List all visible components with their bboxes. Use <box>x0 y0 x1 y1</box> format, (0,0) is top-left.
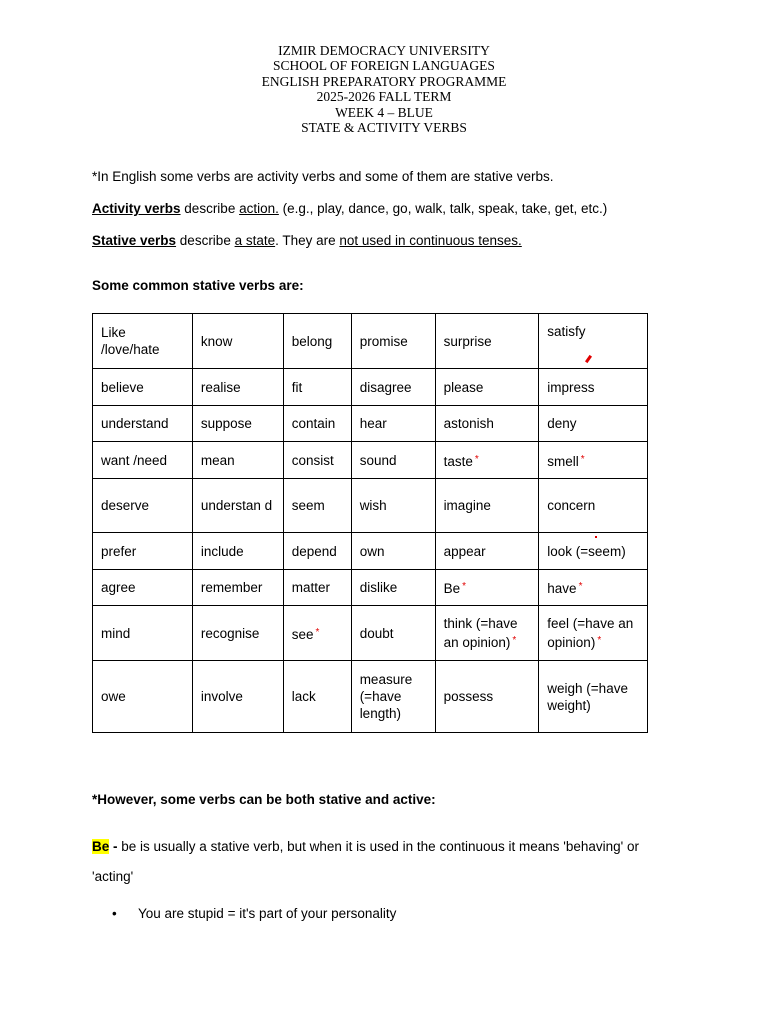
table-cell: concern <box>539 479 648 533</box>
table-cell: disagree <box>351 369 435 406</box>
table-row <box>93 479 648 533</box>
table-cell: imagine <box>435 479 539 533</box>
table-cell <box>283 606 351 661</box>
table-cell-text: think (=have an opinion) <box>443 616 518 650</box>
table-row <box>93 661 648 733</box>
table-row <box>93 314 648 369</box>
activity-verbs-examples: (e.g., play, dance, go, walk, talk, speak, take, get, etc.) <box>278 201 608 216</box>
be-dash: - <box>109 839 122 854</box>
table-cell-text: satisfy <box>547 324 586 339</box>
table-cell: appear <box>435 533 539 570</box>
table-cell: please <box>435 369 539 406</box>
table-cell <box>539 533 648 570</box>
table-cell: hear <box>351 406 435 442</box>
activity-verbs-action: action. <box>239 201 279 216</box>
table-cell: involve <box>192 661 283 733</box>
be-paragraph-line1 <box>92 838 639 856</box>
table-cell-text: look (=seem) <box>547 543 626 559</box>
table-row <box>93 570 648 606</box>
red-asterisk: * <box>578 581 583 592</box>
be-explanation: be is usually a stative verb, but when it is used in the continuous it means 'behaving' or <box>121 839 639 854</box>
table-cell: promise <box>351 314 435 369</box>
stative-verbs-they-are: . They are <box>275 233 340 248</box>
table-cell: believe <box>93 369 193 406</box>
bullet-icon: • <box>112 906 117 921</box>
table-cell: impress <box>539 369 648 406</box>
table-cell: mean <box>192 442 283 479</box>
table-cell: lack <box>283 661 351 733</box>
however-heading: *However, some verbs can be both stative and active: <box>92 792 436 807</box>
header-programme: ENGLISH PREPARATORY PROGRAMME <box>261 73 507 89</box>
table-cell: dislike <box>351 570 435 606</box>
table-cell: understan d <box>192 479 283 533</box>
table-cell: matter <box>283 570 351 606</box>
table-row <box>93 369 648 406</box>
table-cell <box>435 570 539 606</box>
red-asterisk: * <box>315 626 320 638</box>
table-cell: seem <box>283 479 351 533</box>
intro-paragraph: *In English some verbs are activity verbs and some of them are stative verbs. <box>92 169 554 184</box>
red-asterisk: * <box>512 635 517 646</box>
stative-verbs-paragraph <box>92 232 522 250</box>
table-cell: realise <box>192 369 283 406</box>
table-row <box>93 533 648 570</box>
common-stative-heading: Some common stative verbs are: <box>92 278 304 293</box>
table-cell: depend <box>283 533 351 570</box>
table-cell: include <box>192 533 283 570</box>
table-row <box>93 442 648 479</box>
table-cell: fit <box>283 369 351 406</box>
bullet-list-item <box>112 905 396 923</box>
be-paragraph-line2: 'acting' <box>92 869 134 884</box>
header-school: SCHOOL OF FOREIGN LANGUAGES <box>273 58 495 74</box>
red-asterisk: * <box>462 581 466 592</box>
table-cell: contain <box>283 406 351 442</box>
table-cell: belong <box>283 314 351 369</box>
table-cell: recognise <box>192 606 283 661</box>
table-cell-text: taste <box>443 453 473 469</box>
table-cell: weigh (=have weight) <box>539 661 648 733</box>
table-cell: own <box>351 533 435 570</box>
table-cell-text: Be <box>443 581 461 596</box>
table-cell: want /need <box>93 442 193 479</box>
table-cell: understand <box>93 406 193 442</box>
table-cell: doubt <box>351 606 435 661</box>
table-cell: measure (=have length) <box>351 661 435 733</box>
stative-verbs-table <box>92 313 648 733</box>
red-pen-dot <box>595 536 597 538</box>
table-cell: Like /love/hate <box>93 314 193 369</box>
table-cell <box>539 442 648 479</box>
table-cell: astonish <box>435 406 539 442</box>
table-cell: possess <box>435 661 539 733</box>
table-cell: agree <box>93 570 193 606</box>
table-cell: surprise <box>435 314 539 369</box>
table-cell-text: see <box>291 626 314 642</box>
stative-verbs-describe: describe <box>176 233 235 248</box>
stative-verbs-term: Stative verbs <box>92 233 177 248</box>
table-cell-text: feel (=have an opinion) <box>547 616 634 650</box>
red-asterisk: * <box>597 635 602 646</box>
header-term: 2025-2026 FALL TERM <box>316 89 452 105</box>
table-cell <box>539 314 648 369</box>
table-cell: remember <box>192 570 283 606</box>
table-cell <box>435 442 539 479</box>
table-cell: consist <box>283 442 351 479</box>
table-cell: prefer <box>93 533 193 570</box>
table-cell: sound <box>351 442 435 479</box>
table-cell: know <box>192 314 283 369</box>
table-cell: deny <box>539 406 648 442</box>
activity-verbs-describe: describe <box>180 201 240 216</box>
table-row <box>93 406 648 442</box>
header-topic: STATE & ACTIVITY VERBS <box>301 120 467 136</box>
table-cell: deserve <box>93 479 193 533</box>
table-cell: suppose <box>192 406 283 442</box>
stative-verbs-not-continuous: not used in continuous tenses. <box>339 233 522 248</box>
table-cell <box>539 606 648 661</box>
red-asterisk: * <box>474 453 479 465</box>
red-pen-mark <box>585 355 592 363</box>
table-cell: mind <box>93 606 193 661</box>
bullet-text: You are stupid = it's part of your personality <box>138 906 397 921</box>
header-university: IZMIR DEMOCRACY UNIVERSITY <box>278 43 490 58</box>
table-cell: wish <box>351 479 435 533</box>
activity-verbs-term: Activity verbs <box>92 201 181 216</box>
stative-verbs-state: a state <box>234 233 276 248</box>
red-asterisk: * <box>580 453 585 465</box>
table-row <box>93 606 648 661</box>
table-cell: owe <box>93 661 193 733</box>
table-cell-text: smell <box>547 453 579 469</box>
document-header <box>0 43 768 135</box>
table-cell <box>539 570 648 606</box>
header-week: WEEK 4 – BLUE <box>335 104 433 120</box>
table-cell-text: have <box>547 581 577 596</box>
be-term-highlight: Be <box>92 839 110 854</box>
table-cell <box>435 606 539 661</box>
activity-verbs-paragraph <box>92 200 607 218</box>
